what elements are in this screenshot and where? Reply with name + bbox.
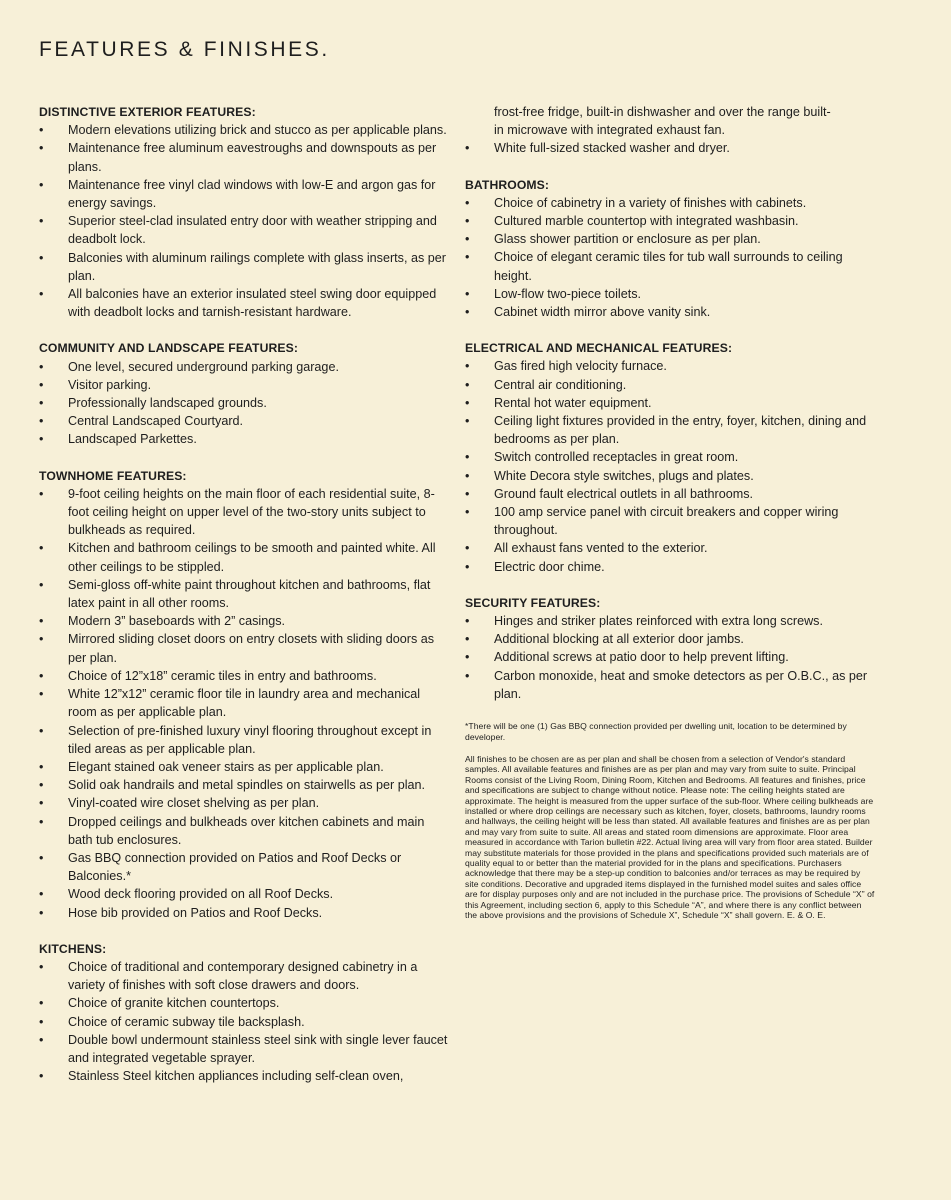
townhome-section <box>39 467 451 922</box>
electrical-list <box>465 357 875 575</box>
kitchens-continued-line: frost-free fridge, built-in dishwasher and over the range built- <box>494 105 831 119</box>
list-item: • Modern 3” baseboards with 2” casings. <box>39 612 451 630</box>
exterior-heading: DISTINCTIVE EXTERIOR FEATURES: <box>39 105 256 119</box>
list-item: • Additional screws at patio door to help prevent lifting. <box>465 648 875 666</box>
page-title: FEATURES & FINISHES. <box>39 38 330 61</box>
security-section <box>465 594 875 703</box>
list-item: • 9-foot ceiling heights on the main floor of each residential suite, 8-foot ceiling height on upper level of the two-story units subject to bulkheads as required. <box>39 485 451 540</box>
list-item: • Visitor parking. <box>39 376 451 394</box>
disclaimer-text: All finishes to be chosen are as per plan and shall be chosen from a selection of Vendor's standard samples. All available features and finishes are as per plan and may vary from suite to suite. Principal Rooms consist of the Living Room, Dining Room, Kitchen and Bedrooms. All features and finishes, price and specifications are subject to change without notice. Please note: The ceiling heights stated are approximate. The height is measured from the upper surface of the sub-floor. Where ceiling bulkheads are installed or where drop ceilings are necessary such as kitchen, foyer, closets, bathrooms, laundry rooms and hallways, the ceiling height will be less than stated. All available features and finishes are as per plan and may vary from suite to suite. All areas and stated room dimensions are approximate. Floor area measured in accordance with Tarion bulletin #22. Actual living area will vary from floor area stated. Builder may substitute materials for those provided in the plans and specifications provided such materials are of quality equal to or better than the material provided for in the plans and specifications. Purchasers acknowledge that there may be a step-up condition to balconies and/or terraces as may be required by site conditions. Decorative and upgraded items displayed in the furnished model suites and sales office are for display purposes only and are not included in the purchase price. The provisions of Schedule “X” of this Agreement, including section 6, apply to this Schedule “A”, and where there is any conflict between the above provisions and the provisions of Schedule X”, Schedule “X” shall govern. E. & O. E. <box>465 753 875 920</box>
list-item: • Wood deck flooring provided on all Roof Decks. <box>39 885 451 903</box>
list-item: • Rental hot water equipment. <box>465 394 875 412</box>
list-item: • Hinges and striker plates reinforced with extra long screws. <box>465 612 875 630</box>
list-item: • Gas BBQ connection provided on Patios and Roof Decks or Balconies.* <box>39 849 451 885</box>
bathrooms-list <box>465 194 875 321</box>
list-item: • Professionally landscaped grounds. <box>39 394 451 412</box>
list-item: • Selection of pre-finished luxury vinyl flooring throughout except in tiled areas as per applicable plan. <box>39 722 451 758</box>
list-item: • Choice of traditional and contemporary designed cabinetry in a variety of finishes with soft close drawers and doors. <box>39 958 451 994</box>
list-item: • Hose bib provided on Patios and Roof Decks. <box>39 904 451 922</box>
community-heading: COMMUNITY AND LANDSCAPE FEATURES: <box>39 341 299 356</box>
townhome-heading: TOWNHOME FEATURES: <box>39 468 187 483</box>
list-item: • Solid oak handrails and metal spindles on stairwells as per plan. <box>39 776 451 794</box>
bbq-footnote: *There will be one (1) Gas BBQ connection provided per dwelling unit, location to be determined by developer. <box>465 721 847 742</box>
electrical-section <box>465 339 875 576</box>
list-item: • Central air conditioning. <box>465 376 875 394</box>
kitchens-list-continued <box>465 139 875 157</box>
list-item: • Vinyl-coated wire closet shelving as per plan. <box>39 794 451 812</box>
list-item: • Stainless Steel kitchen appliances including self-clean oven, <box>39 1067 451 1085</box>
list-item: • White full-sized stacked washer and dryer. <box>465 139 875 157</box>
list-item: • Kitchen and bathroom ceilings to be smooth and painted white. All other ceilings to be stippled. <box>39 539 451 575</box>
kitchens-continued-line: in microwave with integrated exhaust fan. <box>494 123 726 138</box>
electrical-heading: ELECTRICAL AND MECHANICAL FEATURES: <box>465 341 733 356</box>
list-item: • Ceiling light fixtures provided in the entry, foyer, kitchen, dining and bedrooms as per plan. <box>465 412 875 448</box>
list-item: • Choice of ceramic subway tile backsplash. <box>39 1013 451 1031</box>
list-item: • 100 amp service panel with circuit breakers and copper wiring throughout. <box>465 503 875 539</box>
townhome-list <box>39 485 451 922</box>
kitchens-list <box>39 958 451 1085</box>
list-item: • Ground fault electrical outlets in all bathrooms. <box>465 485 875 503</box>
list-item: • Cultured marble countertop with integrated washbasin. <box>465 212 875 230</box>
list-item: • Maintenance free vinyl clad windows with low-E and argon gas for energy savings. <box>39 176 451 212</box>
community-list <box>39 358 451 449</box>
security-heading: SECURITY FEATURES: <box>465 595 601 610</box>
bathrooms-heading: BATHROOMS: <box>465 177 550 192</box>
list-item: • Switch controlled receptacles in great room. <box>465 448 875 466</box>
list-item: • Balconies with aluminum railings complete with glass inserts, as per plan. <box>39 249 451 285</box>
right-column <box>465 103 875 920</box>
list-item: • White 12”x12” ceramic floor tile in laundry area and mechanical room as per applicable plan. <box>39 685 451 721</box>
list-item: • Low-flow two-piece toilets. <box>465 285 875 303</box>
list-item: • Choice of cabinetry in a variety of finishes with cabinets. <box>465 194 875 212</box>
list-item: • Carbon monoxide, heat and smoke detectors as per O.B.C., as per plan. <box>465 667 875 703</box>
list-item: • Choice of 12”x18” ceramic tiles in entry and bathrooms. <box>39 667 451 685</box>
list-item: • All balconies have an exterior insulated steel swing door equipped with deadbolt locks and tarnish-resistant hardware. <box>39 285 451 321</box>
list-item: • Double bowl undermount stainless steel sink with single lever faucet and integrated vegetable sprayer. <box>39 1031 451 1067</box>
list-item: • Cabinet width mirror above vanity sink. <box>465 303 875 321</box>
kitchens-continued-section <box>465 103 875 158</box>
exterior-list <box>39 121 451 321</box>
list-item: • Glass shower partition or enclosure as per plan. <box>465 230 875 248</box>
list-item: • Electric door chime. <box>465 558 875 576</box>
kitchens-heading: KITCHENS: <box>39 941 107 956</box>
list-item: • Mirrored sliding closet doors on entry closets with sliding doors as per plan. <box>39 630 451 666</box>
list-item: • Dropped ceilings and bulkheads over kitchen cabinets and main bath tub enclosures. <box>39 813 451 849</box>
community-section <box>39 339 451 448</box>
list-item: • Maintenance free aluminum eavestroughs and downspouts as per plans. <box>39 139 451 175</box>
list-item: • Semi-gloss off-white paint throughout kitchen and bathrooms, flat latex paint in all other rooms. <box>39 576 451 612</box>
list-item: • Superior steel-clad insulated entry door with weather stripping and deadbolt lock. <box>39 212 451 248</box>
list-item: • Additional blocking at all exterior door jambs. <box>465 630 875 648</box>
list-item: • White Decora style switches, plugs and plates. <box>465 467 875 485</box>
list-item: • Modern elevations utilizing brick and stucco as per applicable plans. <box>39 121 451 139</box>
list-item: • Choice of granite kitchen countertops. <box>39 994 451 1012</box>
kitchens-section <box>39 940 451 1086</box>
list-item: • Choice of elegant ceramic tiles for tub wall surrounds to ceiling height. <box>465 248 875 284</box>
list-item: • Gas fired high velocity furnace. <box>465 357 875 375</box>
list-item: • All exhaust fans vented to the exterior. <box>465 539 875 557</box>
bathrooms-section <box>465 176 875 322</box>
list-item: • Landscaped Parkettes. <box>39 430 451 448</box>
left-column <box>39 103 451 1103</box>
list-item: • Elegant stained oak veneer stairs as per applicable plan. <box>39 758 451 776</box>
list-item: • Central Landscaped Courtyard. <box>39 412 451 430</box>
exterior-section <box>39 103 451 321</box>
security-list <box>465 612 875 703</box>
list-item: • One level, secured underground parking garage. <box>39 358 451 376</box>
